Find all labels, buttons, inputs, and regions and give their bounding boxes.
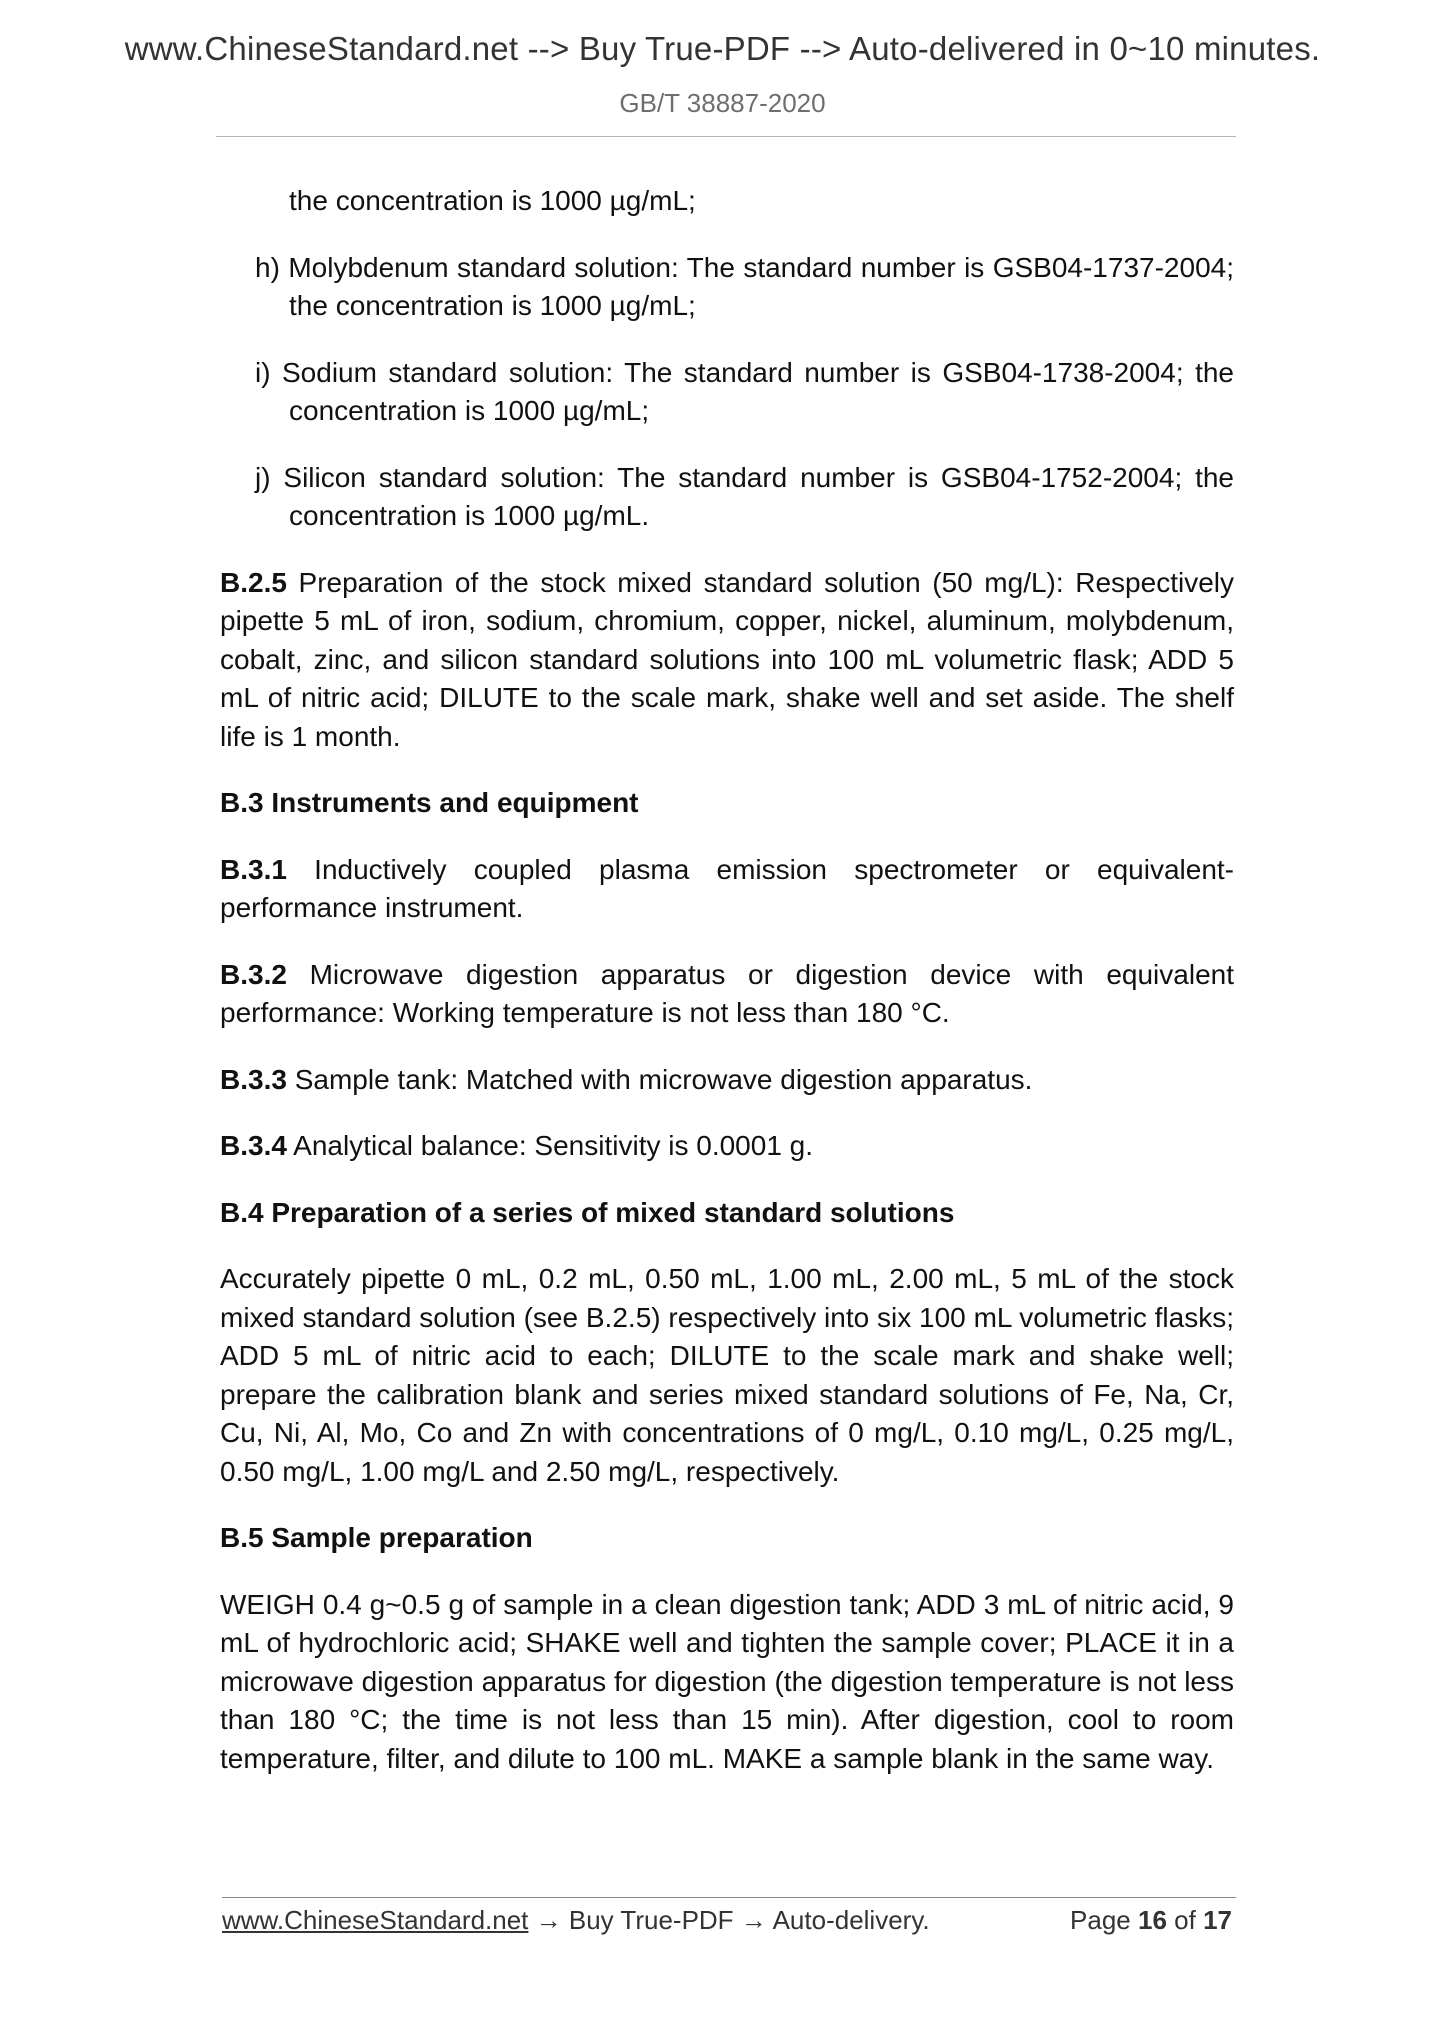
current-page-number: 16 — [1138, 1905, 1167, 1935]
of-label: of — [1174, 1905, 1196, 1935]
paragraph-b4: Accurately pipette 0 mL, 0.2 mL, 0.50 mL, 1.00 mL, 2.00 mL, 5 mL of the stock mixed standard solution (see B.2.5) respectively into six 100 mL volumetric flasks; ADD 5 mL of nitric acid to each; DILUTE to the scale mark and shake well; prepare the calibration blank and series mixed standard solutions of Fe, Na, Cr, Cu, Ni, Al, Mo, Co and Zn with concentrations of 0 mg/L, 0.10 mg/L, 0.25 mg/L, 0.50 mg/L, 1.00 mg/L and 2.50 mg/L, respectively. — [220, 1263, 1234, 1487]
clause-text: Preparation of the stock mixed standard solution (50 mg/L): Respectively pipette 5 mL of iron, sodium, chromium, copper, nickel, aluminum, molybdenum, cobalt, zinc, and silicon standard solutions into 100 mL volumetric flask; ADD 5 mL of nitric acid; DILUTE to the scale mark, shake well and set aside. The shelf life is 1 month. — [220, 566, 1234, 752]
clause-number: B.3.4 — [220, 1130, 287, 1161]
clause-b-2-5 — [220, 564, 1234, 757]
footer-auto-text: Auto-delivery. — [772, 1905, 930, 1935]
clause-text: Sample tank: Matched with microwave digestion apparatus. — [286, 1063, 1033, 1095]
footer-buy-text: Buy True-PDF — [568, 1905, 734, 1935]
clause-number: B.3.3 — [220, 1063, 287, 1095]
clause-text: Microwave digestion apparatus or digestion device with equivalent performance: Working temperature is not less than 180 °C. — [220, 958, 1234, 1028]
list-item-j: j) Silicon standard solution: The standard number is GSB04-1752-2004; the concentration is 1000 µg/mL. — [255, 461, 1234, 531]
page-content — [220, 182, 1234, 1806]
clause-number: B.2.5 — [220, 566, 287, 598]
arrow-right-icon: → — [528, 1905, 569, 1935]
footer-promo — [222, 1905, 930, 1936]
clause-text: Analytical balance: Sensitivity is 0.0001 g. — [286, 1130, 814, 1161]
page-label: Page — [1070, 1905, 1131, 1935]
clause-number: B.3.2 — [220, 958, 287, 990]
footer-site-link[interactable]: www.ChineseStandard.net — [222, 1905, 529, 1935]
section-heading-b5: B.5 Sample preparation — [220, 1522, 533, 1553]
list-item-i: i) Sodium standard solution: The standard number is GSB04-1738-2004; the concentration is 1000 µg/mL; — [255, 356, 1234, 426]
clause-number: B.3.1 — [220, 853, 287, 885]
clause-b-3-4 — [220, 1127, 1234, 1166]
paragraph-item-g-continuation: the concentration is 1000 µg/mL; — [289, 185, 696, 216]
document-code: GB/T 38887-2020 — [619, 88, 826, 118]
clause-b-3-3 — [220, 1061, 1234, 1100]
section-heading-b3: B.3 Instruments and equipment — [220, 787, 639, 818]
header-divider — [216, 136, 1236, 137]
clause-b-3-2 — [220, 956, 1234, 1033]
footer-divider — [222, 1897, 1236, 1898]
total-page-number: 17 — [1203, 1905, 1232, 1935]
clause-b-3-1 — [220, 851, 1234, 928]
list-item-h: h) Molybdenum standard solution: The standard number is GSB04-1737-2004; the concentration is 1000 µg/mL; — [255, 251, 1234, 321]
section-heading-b4: B.4 Preparation of a series of mixed standard solutions — [220, 1196, 955, 1228]
clause-text: Inductively coupled plasma emission spectrometer or equivalent-performance instrument. — [220, 853, 1234, 923]
top-banner: www.ChineseStandard.net --> Buy True-PDF --> Auto-delivered in 0~10 minutes. — [124, 30, 1321, 67]
arrow-right-icon: → — [733, 1905, 773, 1935]
page-number — [1070, 1905, 1232, 1936]
paragraph-b5: WEIGH 0.4 g~0.5 g of sample in a clean digestion tank; ADD 3 mL of nitric acid, 9 mL of hydrochloric acid; SHAKE well and tighten the sample cover; PLACE it in a microwave digestion apparatus for digestion (the digestion temperature is not less than 180 °C; the time is not less than 15 min). After digestion, cool to room temperature, filter, and dilute to 100 mL. MAKE a sample blank in the same way. — [220, 1588, 1234, 1774]
